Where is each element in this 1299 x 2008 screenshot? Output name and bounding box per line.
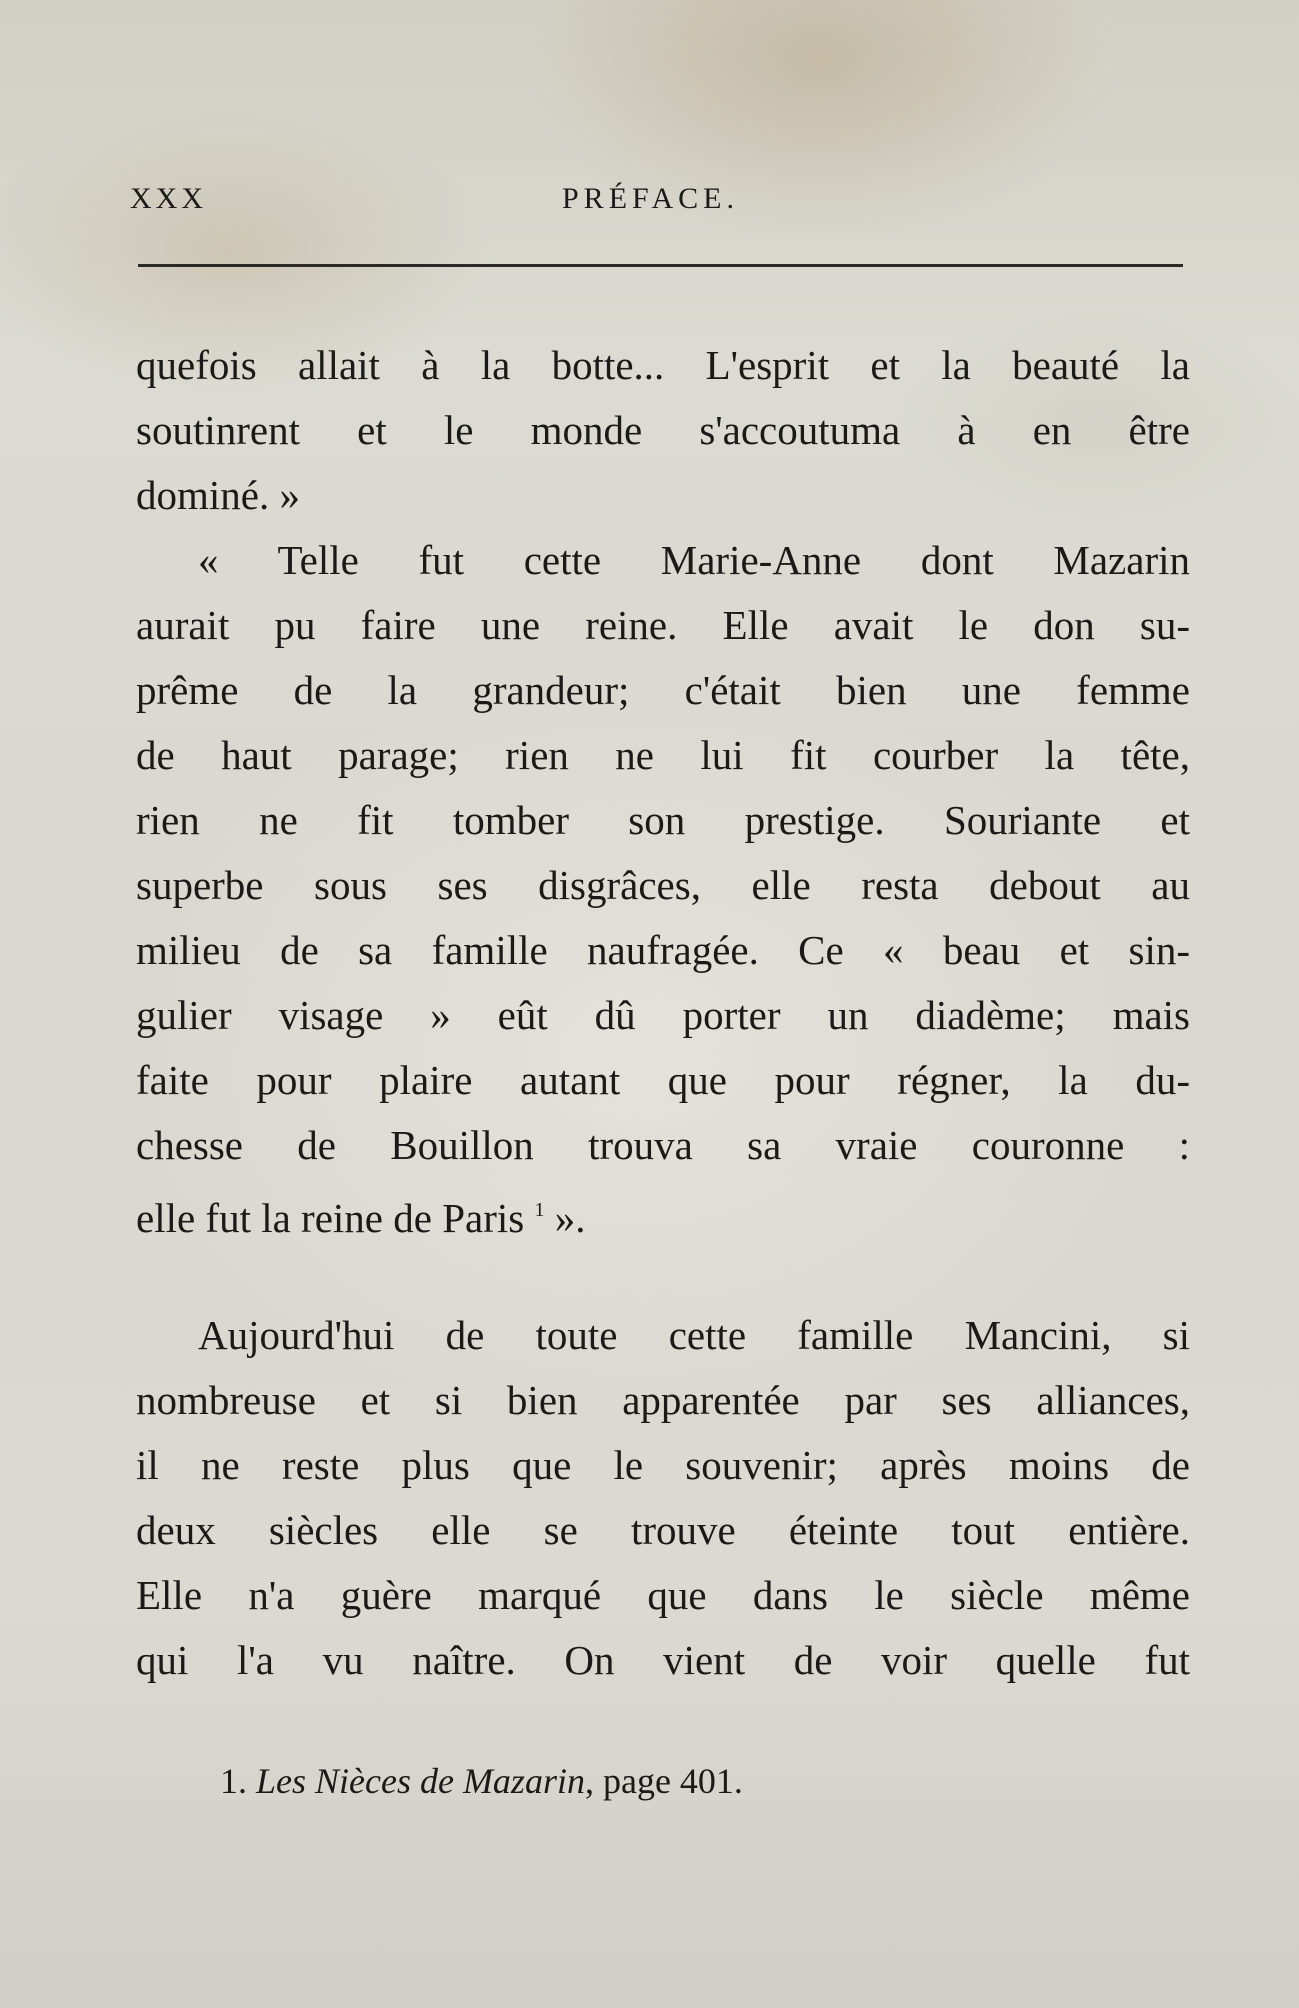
text-line: qui l'a vu naître. On vient de voir quelle fut <box>136 1637 1190 1683</box>
body-text <box>136 333 1190 1693</box>
text-line: prême de la grandeur; c'était bien une femme <box>136 667 1190 713</box>
text-line <box>136 1178 1190 1243</box>
running-title: PRÉFACE. <box>562 182 739 215</box>
paragraph-gap <box>136 1243 1190 1303</box>
footnote-number: 1. <box>220 1761 247 1801</box>
page-header <box>130 182 1180 222</box>
footnote-marker: 1 <box>534 1199 545 1221</box>
header-rule <box>138 264 1183 267</box>
text-line: faite pour plaire autant que pour régner, la du- <box>136 1057 1190 1103</box>
text-line: deux siècles elle se trouve éteinte tout entière. <box>136 1507 1190 1553</box>
text-line: Elle n'a guère marqué que dans le siècle même <box>136 1572 1190 1618</box>
text-line: quefois allait à la botte... L'esprit et la beauté la <box>136 342 1190 388</box>
footnote-title: Les Nièces de Mazarin <box>256 1761 585 1801</box>
text-line: « Telle fut cette Marie-Anne dont Mazarin <box>198 537 1190 583</box>
text-line: dominé. » <box>136 472 300 518</box>
text-line: de haut parage; rien ne lui fit courber la tête, <box>136 732 1190 778</box>
text-line: gulier visage » eût dû porter un diadème; mais <box>136 992 1190 1038</box>
page-number: XXX <box>130 182 207 215</box>
text-line: soutinrent et le monde s'accoutuma à en être <box>136 407 1190 453</box>
text-line: aurait pu faire une reine. Elle avait le don su- <box>136 602 1190 648</box>
text-line: milieu de sa famille naufragée. Ce « beau et sin- <box>136 927 1190 973</box>
footnote <box>220 1760 743 1802</box>
text-span: elle fut la reine de Paris <box>136 1195 525 1241</box>
text-line: rien ne fit tomber son prestige. Souriante et <box>136 797 1190 843</box>
text-line: Aujourd'hui de toute cette famille Mancini, si <box>198 1312 1190 1358</box>
footnote-text: , page 401. <box>584 1761 743 1801</box>
text-span: ». <box>544 1195 586 1241</box>
text-line: il ne reste plus que le souvenir; après moins de <box>136 1442 1190 1488</box>
text-line: superbe sous ses disgrâces, elle resta debout au <box>136 862 1190 908</box>
text-line: chesse de Bouillon trouva sa vraie couronne : <box>136 1122 1190 1168</box>
text-line: nombreuse et si bien apparentée par ses alliances, <box>136 1377 1190 1423</box>
